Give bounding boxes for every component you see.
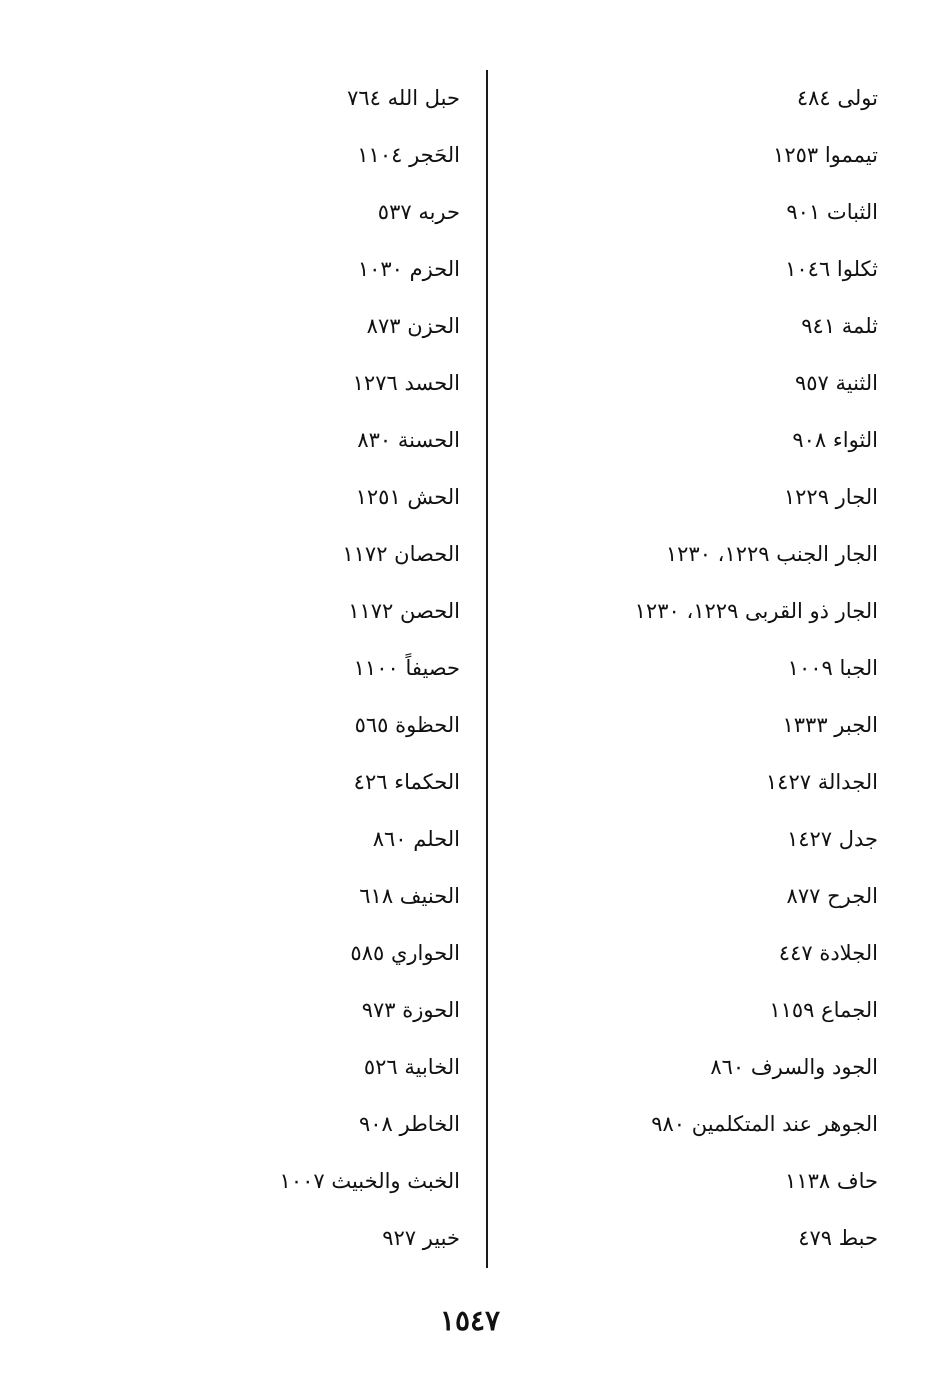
index-entry: ثكلوا ١٠٤٦	[785, 257, 878, 281]
index-entry: الجار الجنب ١٢٢٩، ١٢٣٠	[665, 542, 878, 566]
index-entry: الخاطر ٩٠٨	[358, 1112, 460, 1136]
index-entry: الحنيف ٦١٨	[359, 884, 460, 908]
index-entry: الثنية ٩٥٧	[794, 371, 878, 395]
index-entry: الحكماء ٤٢٦	[353, 770, 460, 794]
index-entry: الجلادة ٤٤٧	[778, 941, 878, 965]
index-entry: حربه ٥٣٧	[377, 200, 460, 224]
index-entry: الجار ١٢٢٩	[783, 485, 878, 509]
index-entry: حبط ٤٧٩	[798, 1226, 878, 1250]
index-entry: الجماع ١١٥٩	[769, 998, 878, 1022]
index-entry: الحظوة ٥٦٥	[354, 713, 460, 737]
index-entry: ثلمة ٩٤١	[801, 314, 878, 338]
index-entry: الجوهر عند المتكلمين ٩٨٠	[651, 1112, 878, 1136]
index-entry: الحش ١٢٥١	[355, 485, 460, 509]
index-entry: خبير ٩٢٧	[382, 1226, 460, 1250]
index-entry: الحسد ١٢٧٦	[352, 371, 460, 395]
page-number: ١٥٤٧	[439, 1304, 501, 1337]
index-entry: الثبات ٩٠١	[786, 200, 878, 224]
index-entry: تيمموا ١٢٥٣	[773, 143, 878, 167]
index-entry: حبل الله ٧٦٤	[347, 86, 460, 110]
index-entry: حصيفاً ١١٠٠	[353, 656, 460, 680]
index-entry: الحوزة ٩٧٣	[361, 998, 460, 1022]
index-entry: الجبا ١٠٠٩	[787, 656, 878, 680]
index-entry: الجبر ١٣٣٣	[782, 713, 878, 737]
index-entry: تولى ٤٨٤	[796, 86, 878, 110]
index-entry: الجار ذو القربى ١٢٢٩، ١٢٣٠	[634, 599, 878, 623]
index-entry: الحصن ١١٧٢	[348, 599, 460, 623]
index-entry: الحزن ٨٧٣	[366, 314, 460, 338]
index-column-left	[40, 70, 460, 1267]
index-entry: جدل ١٤٢٧	[786, 827, 878, 851]
index-entry: الحواري ٥٨٥	[350, 941, 460, 965]
index-entry: الثواء ٩٠٨	[792, 428, 878, 452]
index-entry: الجدالة ١٤٢٧	[765, 770, 878, 794]
index-entry: الجود والسرف ٨٦٠	[710, 1055, 878, 1079]
index-entry: الحسنة ٨٣٠	[357, 428, 460, 452]
index-entry: الخابية ٥٢٦	[363, 1055, 460, 1079]
index-entry: الحلم ٨٦٠	[372, 827, 460, 851]
index-column-right	[488, 70, 878, 1267]
index-entry: الحزم ١٠٣٠	[357, 257, 460, 281]
index-entry: الجرح ٨٧٧	[786, 884, 878, 908]
index-entry: الخبث والخبيث ١٠٠٧	[279, 1169, 460, 1193]
index-entry: الحَجر ١١٠٤	[357, 143, 460, 167]
column-divider	[486, 70, 488, 1268]
index-entry: الحصان ١١٧٢	[342, 542, 460, 566]
index-entry: حاف ١١٣٨	[785, 1169, 878, 1193]
